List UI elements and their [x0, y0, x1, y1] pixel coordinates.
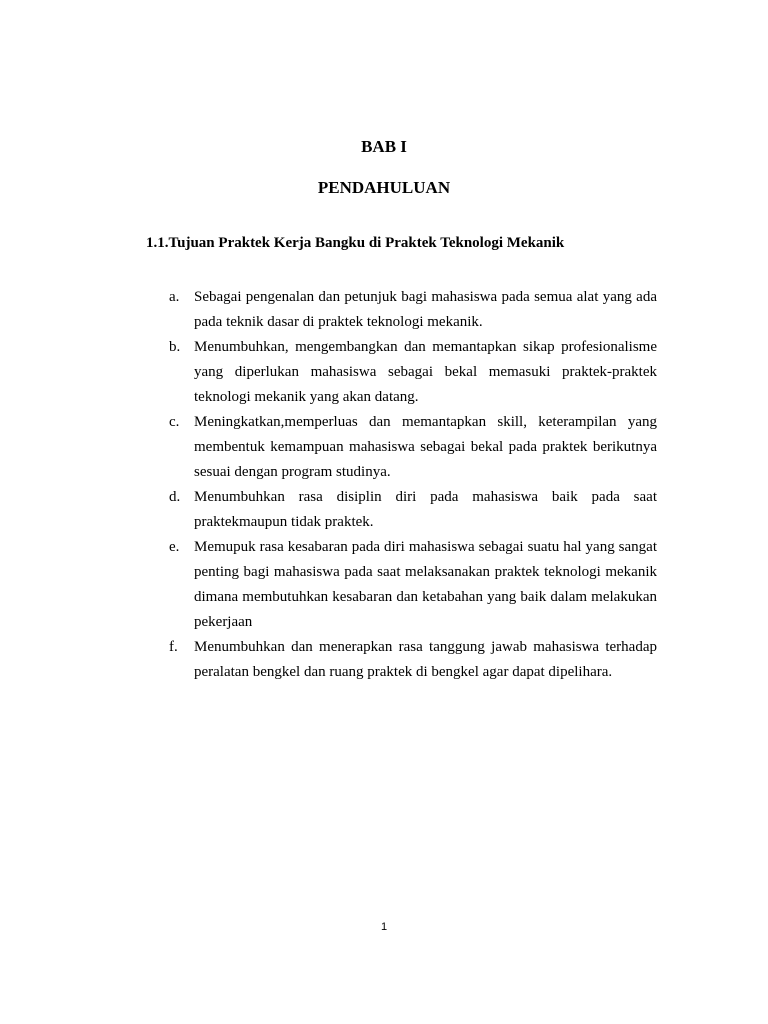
- objective-item-c: [152, 410, 657, 485]
- objective-item-f: [152, 635, 657, 685]
- objective-text: Meningkatkan,memperluas dan memantapkan skill, keterampilan yang membentuk kemampuan mahasiswa sebagai bekal pada praktek berikutnya sesuai dengan program studinya.: [194, 414, 657, 480]
- objective-text: Menumbuhkan dan menerapkan rasa tanggung jawab mahasiswa terhadap peralatan bengkel dan ruang praktek di bengkel agar dapat dipelihara.: [194, 639, 657, 680]
- objective-marker: d.: [169, 489, 181, 505]
- objective-text: Menumbuhkan rasa disiplin diri pada mahasiswa baik pada saat praktekmaupun tidak praktek.: [194, 489, 657, 530]
- objectives-list: [152, 285, 657, 685]
- chapter-number: BAB I: [361, 137, 407, 156]
- objective-marker: b.: [169, 339, 181, 355]
- objective-marker: f.: [169, 639, 178, 655]
- objective-marker: e.: [169, 539, 180, 555]
- objective-item-a: [152, 285, 657, 335]
- objective-item-d: [152, 485, 657, 535]
- objective-text: Sebagai pengenalan dan petunjuk bagi mahasiswa pada semua alat yang ada pada teknik dasar di praktek teknologi mekanik.: [194, 289, 657, 330]
- chapter-title: PENDAHULUAN: [317, 178, 451, 197]
- objective-marker: a.: [169, 289, 180, 305]
- page-number: 1: [380, 921, 388, 933]
- objective-text: Menumbuhkan, mengembangkan dan memantapkan sikap profesionalisme yang diperlukan mahasiswa sebagai bekal memasuki praktek-praktek teknologi mekanik yang akan datang.: [194, 339, 657, 405]
- objective-item-e: [152, 535, 657, 635]
- objective-item-b: [152, 335, 657, 410]
- section-heading: 1.1.Tujuan Praktek Kerja Bangku di Praktek Teknologi Mekanik: [146, 235, 565, 251]
- objective-text: Memupuk rasa kesabaran pada diri mahasiswa sebagai suatu hal yang sangat penting bagi mahasiswa pada saat melaksanakan praktek teknologi mekanik dimana membutuhkan kesabaran dan ketabahan yang baik dalam melakukan pekerjaan: [194, 539, 657, 630]
- objective-marker: c.: [169, 414, 180, 430]
